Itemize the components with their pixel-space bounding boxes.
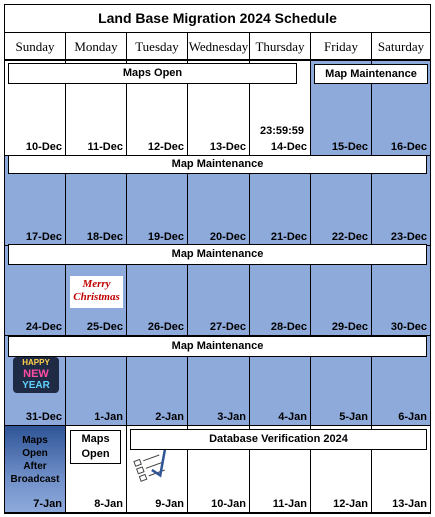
header-monday: Monday — [66, 33, 127, 61]
date-label: 11-Jan — [272, 498, 307, 510]
banner-map-maintenance: Map Maintenance — [8, 155, 427, 174]
christmas-text: Christmas — [73, 291, 120, 303]
date-label: 9-Jan — [155, 498, 184, 510]
date-label: 5-Jan — [339, 411, 368, 423]
date-label: 22-Dec — [331, 231, 368, 243]
date-label: 30-Dec — [390, 321, 427, 333]
date-label: 2-Jan — [155, 411, 184, 423]
date-label: 10-Jan — [211, 498, 246, 510]
date-label: 7-Jan — [33, 498, 62, 510]
date-label: 23-Dec — [390, 231, 427, 243]
banner-maps-open: Maps Open — [8, 63, 297, 84]
maps-open-text: Maps Open — [81, 433, 110, 460]
date-label: 10-Dec — [25, 141, 62, 153]
happy-text: HAPPY — [22, 358, 50, 367]
banner-database-verification: Database Verification 2024 — [130, 429, 427, 450]
banner-maps-open-jan8 — [70, 430, 121, 464]
banner-map-maintenance: Map Maintenance — [8, 336, 427, 357]
note-line: Open — [22, 448, 48, 459]
year-text: YEAR — [22, 380, 50, 391]
day-cell — [5, 426, 66, 513]
date-label: 14-Dec — [270, 141, 307, 153]
date-label: 11-Dec — [87, 141, 123, 153]
note-line: After — [23, 461, 47, 472]
date-label: 13-Dec — [209, 141, 246, 153]
banner-map-maintenance: Map Maintenance — [314, 64, 428, 84]
date-label: 3-Jan — [217, 411, 246, 423]
date-label: 13-Jan — [392, 498, 427, 510]
date-label: 21-Dec — [270, 231, 307, 243]
note-line: Maps — [22, 435, 48, 446]
header-sunday: Sunday — [5, 33, 66, 61]
header-thursday: Thursday — [250, 33, 311, 61]
date-label: 16-Dec — [390, 141, 427, 153]
header-wednesday: Wednesday — [188, 33, 250, 61]
cutoff-time: 23:59:59 — [259, 125, 304, 137]
checklist-icon — [133, 449, 175, 485]
date-label: 29-Dec — [331, 321, 368, 333]
calendar-title: Land Base Migration 2024 Schedule — [5, 5, 430, 33]
date-label: 18-Dec — [86, 231, 123, 243]
date-label: 1-Jan — [94, 411, 123, 423]
maps-open-after-broadcast — [5, 434, 65, 486]
date-label: 26-Dec — [147, 321, 184, 333]
header-friday: Friday — [311, 33, 372, 61]
date-label: 15-Dec — [331, 141, 368, 153]
merry-text: Merry — [82, 278, 111, 290]
date-label: 19-Dec — [147, 231, 184, 243]
date-label: 25-Dec — [86, 321, 123, 333]
date-label: 28-Dec — [270, 321, 307, 333]
schedule-calendar — [4, 4, 431, 514]
date-label: 4-Jan — [278, 411, 307, 423]
day-cell — [66, 426, 127, 513]
note-line: Broadcast — [10, 474, 60, 485]
date-label: 27-Dec — [209, 321, 246, 333]
date-label: 12-Dec — [147, 141, 184, 153]
new-text: NEW — [23, 368, 49, 380]
date-label: 20-Dec — [209, 231, 246, 243]
date-label: 6-Jan — [398, 411, 427, 423]
date-label: 17-Dec — [25, 231, 62, 243]
header-saturday: Saturday — [372, 33, 430, 61]
date-label: 24-Dec — [25, 321, 62, 333]
header-tuesday: Tuesday — [127, 33, 188, 61]
happy-new-year-sticker — [13, 357, 59, 393]
merry-christmas-sticker — [70, 276, 123, 308]
banner-map-maintenance: Map Maintenance — [8, 244, 427, 265]
date-label: 8-Jan — [94, 498, 123, 510]
date-label: 12-Jan — [333, 498, 368, 510]
date-label: 31-Dec — [25, 411, 62, 423]
